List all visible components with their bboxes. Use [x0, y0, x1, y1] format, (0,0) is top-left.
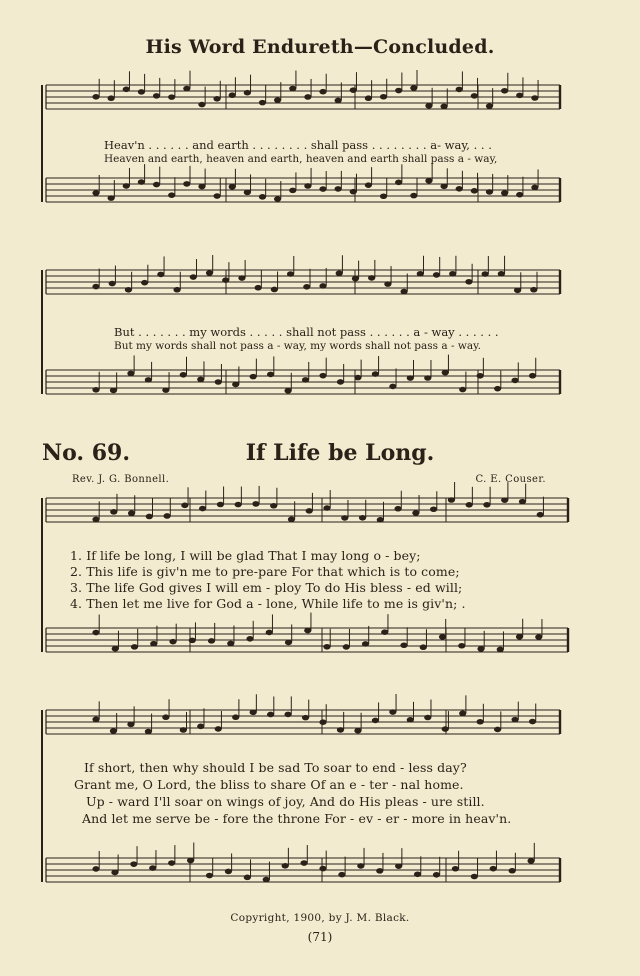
- verse-line: If short, then why should I be sad To soar to end - less day?: [84, 760, 467, 775]
- verse-line: 2. This life is giv'n me to pre-pare For that which is to come;: [70, 564, 460, 579]
- verse-line: And let me serve be - fore the throne For - ev - er - more in heav'n.: [82, 811, 512, 826]
- verse-line: 4. Then let me live for God a - lone, While life to me is giv'n; .: [70, 596, 466, 611]
- verse-line: 1. If life be long, I will be glad That I may long o - bey;: [70, 548, 421, 563]
- hymn-title: If Life be Long.: [245, 440, 435, 466]
- copyright-notice: Copyright, 1900, by J. M. Black.: [230, 912, 410, 924]
- lyric-line: Heav'n . . . . . . and earth . . . . . . . . shall pass . . . . . . . . a- way, . . .: [104, 138, 492, 152]
- page-number: (71): [307, 930, 333, 944]
- verse-line: Grant me, O Lord, the bliss to share Of an e - ter - nal home.: [74, 777, 464, 792]
- hymn-number: No. 69.: [42, 440, 130, 466]
- verse-line: 3. The life God gives I will em - ploy To do His bless - ed will;: [70, 580, 463, 595]
- author-credit: Rev. J. G. Bonnell.: [72, 474, 170, 485]
- lyric-line: But my words shall not pass a - way, my words shall not pass a - way.: [114, 340, 481, 352]
- lyric-line: But . . . . . . . my words . . . . . shall not pass . . . . . . a - way . . . . . .: [114, 325, 499, 339]
- verse-line: Up - ward I'll soar on wings of joy, And do His pleas - ure still.: [86, 794, 485, 809]
- page-title: His Word Endureth—Concluded.: [145, 36, 495, 58]
- lyric-line: Heaven and earth, heaven and earth, heaven and earth shall pass a - way,: [104, 153, 498, 165]
- composer-credit: C. E. Couser.: [475, 474, 546, 485]
